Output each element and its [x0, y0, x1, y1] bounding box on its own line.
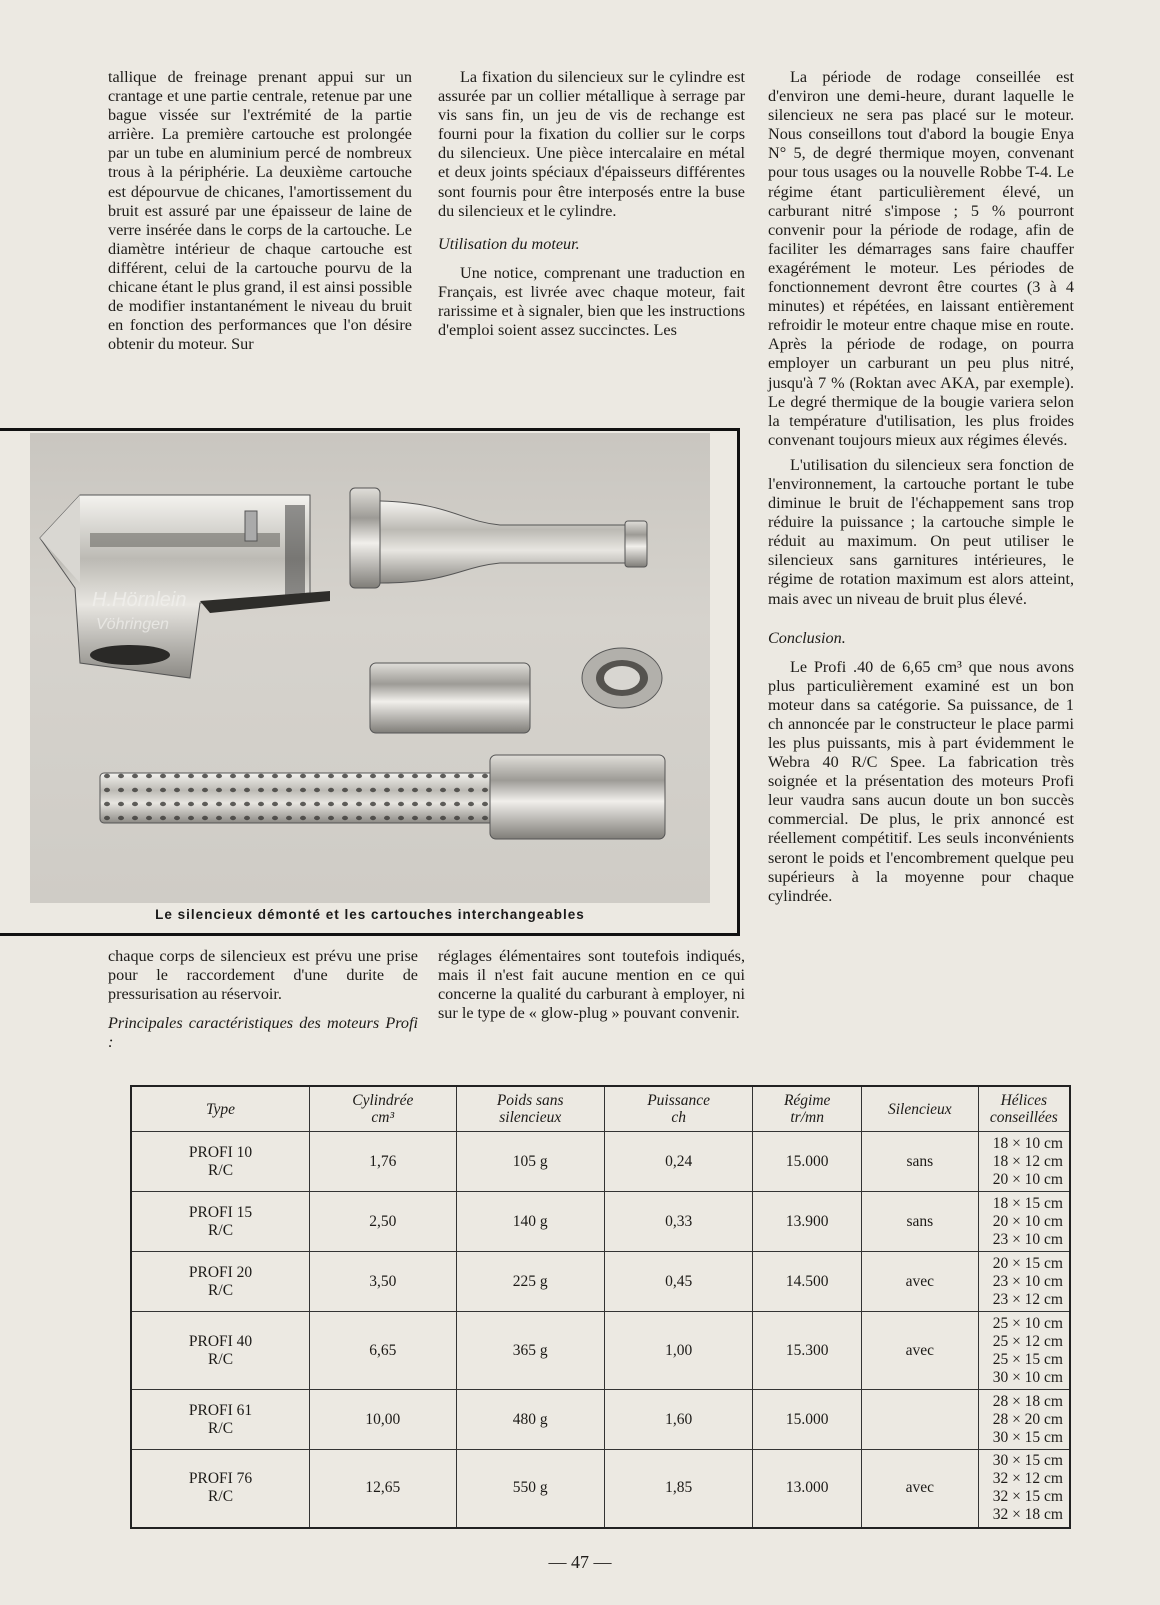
cell-helices: 30 × 15 cm 32 × 12 cm 32 × 15 cm 32 × 18 cm: [978, 1450, 1070, 1528]
header-puissance: Puissance ch: [604, 1086, 752, 1132]
cell-silencieux: avec: [861, 1312, 978, 1390]
silencer-photo: [30, 433, 710, 903]
cell-type: PROFI 10 R/C: [131, 1132, 310, 1192]
cell-type: PROFI 40 R/C: [131, 1312, 310, 1390]
col1-paragraph-1: tallique de freinage prenant appui sur un crantage et une partie centrale, retenue par une bague vissée sur l'extrémité de la partie arrière. La première cartouche est prolongée par un tube en aluminium percé de nombreux trous à la périphérie. La deuxième cartouche est dépourvue de chicanes, l'amortissement du bruit est assuré par une épaisseur de laine de verre insérée dans le corps de la cartouche. Le diamètre intérieur de chaque cartouche est différent, celui de la cartouche pourvu de la chicane étant le plus grand, il est ainsi possible de modifier instantanément le niveau du bruit en fonction des performances que l'on désire obtenir du moteur. Sur: [108, 68, 412, 354]
table-intro: Principales caractéristiques des moteurs Profi :: [108, 1014, 418, 1052]
cell-silencieux: avec: [861, 1252, 978, 1312]
col2-bottom-paragraph: réglages élémentaires sont toutefois indiqués, mais il n'est fait aucune mention en ce qui concerne la qualité du carburant à employer, ni sur le type de « glow-plug » pouvant convenir.: [438, 947, 745, 1023]
cell-puissance: 0,24: [604, 1132, 752, 1192]
cell-puissance: 1,60: [604, 1390, 752, 1450]
cell-type: PROFI 15 R/C: [131, 1192, 310, 1252]
cell-silencieux: [861, 1390, 978, 1450]
photo-frame: [0, 428, 740, 936]
header-silencieux: Silencieux: [861, 1086, 978, 1132]
header-cylindree: Cylindrée cm³: [310, 1086, 456, 1132]
cell-cylindree: 3,50: [310, 1252, 456, 1312]
section-heading-utilisation: Utilisation du moteur.: [438, 234, 580, 253]
cell-cylindree: 2,50: [310, 1192, 456, 1252]
header-poids: Poids sans silencieux: [456, 1086, 604, 1132]
cell-poids: 365 g: [456, 1312, 604, 1390]
col3-paragraph-3: Le Profi .40 de 6,65 cm³ que nous avons plus particulièrement examiné est un bon moteur dans sa catégorie. Sa puissance, de 1 ch annoncée par le constructeur le place parmi les plus puissants, mis à part évidemment le Webra 40 R/C Spee. La fabrication très soignée et la présentation des moteurs Profi leur vaudra sans aucun doute un bon succès commercial. De plus, le prix annoncé est réellement compétitif. Les seuls inconvénients seront le poids et l'encombrement quelque peu supérieurs à la moyenne pour chaque cylindrée.: [768, 657, 1074, 905]
photo-caption: Le silencieux démonté et les cartouches interchangeables: [155, 907, 585, 922]
cell-poids: 140 g: [456, 1192, 604, 1252]
cell-silencieux: sans: [861, 1192, 978, 1252]
cell-cylindree: 1,76: [310, 1132, 456, 1192]
small-cartridge: [370, 663, 530, 733]
col2-paragraph-1: La fixation du silencieux sur le cylindre est assurée par un collier métallique à serrage par vis sans fin, un jeu de vis de rechange est fourni pour la fixation du collier sur le corps du silencieux. Une pièce intercalaire en métal et deux joints spéciaux d'épaisseurs différentes sont fournis pour être interposés entre la buse du silencieux et le cylindre.: [438, 68, 745, 220]
cell-silencieux: avec: [861, 1450, 978, 1528]
col1-bottom-paragraph: chaque corps de silencieux est prévu une prise pour le raccordement d'une durite de pressurisation au réservoir.: [108, 947, 418, 1004]
cell-regime: 15.300: [753, 1312, 862, 1390]
page-number: — 47 —: [548, 1552, 612, 1572]
cell-regime: 14.500: [753, 1252, 862, 1312]
header-type: Type: [131, 1086, 310, 1132]
column-2-top: [438, 68, 745, 346]
cell-type: PROFI 61 R/C: [131, 1390, 310, 1450]
cell-cylindree: 6,65: [310, 1312, 456, 1390]
col3-paragraph-1: La période de rodage conseillée est d'environ une demi-heure, durant laquelle le silencieux ne sera pas placé sur le moteur. Nous conseillons tout d'abord la bougie Enya N° 5, de degré thermique moyen, convenant pour tous usages ou la nouvelle Robbe T-4. Le régime étant particulièrement élevé, un carburant nitré s'impose ; 5 % pourront convenir pour la période de rodage, afin de faciliter les démarrages sans faire chauffer exagérément le moteur. Les périodes de fonctionnement devront être courtes (3 à 4 minutes) et répétées, en laissant entièrement refroidir le moteur entre chaque mise en route. Après la période de rodage, on pourra employer un carburant un peu plus nitré, jusqu'à 7 % (Roktan avec AKA, par exemple). Le degré thermique de la bougie variera selon la température d'utilisation, les plus froides convenant toujours mieux aux régimes élevés.: [768, 68, 1074, 449]
silencer-illustration: [30, 433, 710, 903]
col3-paragraph-2: L'utilisation du silencieux sera fonction de l'environnement, la cartouche portant le tube diminue le bruit de l'échappement sans trop réduire la puissance ; la cartouche simple le réduit au maximum. On peut utiliser le silencieux sans garnitures intérieures, le régime de rotation maximum est alors atteint, mais avec un niveau de bruit plus élevé.: [768, 455, 1074, 608]
perforated-tube: [100, 755, 665, 839]
table-row: [131, 1450, 1070, 1528]
column-3: [768, 68, 1074, 912]
cell-puissance: 0,33: [604, 1192, 752, 1252]
cell-puissance: 1,85: [604, 1450, 752, 1528]
cell-type: PROFI 76 R/C: [131, 1450, 310, 1528]
header-helices: Hélices conseillées: [978, 1086, 1070, 1132]
cell-puissance: 1,00: [604, 1312, 752, 1390]
cell-poids: 225 g: [456, 1252, 604, 1312]
col2-paragraph-2: Une notice, comprenant une traduction en Français, est livrée avec chaque moteur, fait rarissime et à signaler, bien que les instructions d'emploi soient assez succinctes. Les: [438, 263, 745, 340]
column-1-top: [108, 68, 412, 360]
cell-regime: 15.000: [753, 1132, 862, 1192]
cell-cylindree: 12,65: [310, 1450, 456, 1528]
cell-helices: 25 × 10 cm 25 × 12 cm 25 × 15 cm 30 × 10 cm: [978, 1312, 1070, 1390]
cell-cylindree: 10,00: [310, 1390, 456, 1450]
engraving-line1: H.Hörnlein: [92, 589, 187, 611]
cell-helices: 18 × 15 cm 20 × 10 cm 23 × 10 cm: [978, 1192, 1070, 1252]
ring-nut: [582, 648, 662, 708]
cell-poids: 480 g: [456, 1390, 604, 1450]
tapered-nozzle: [350, 488, 647, 588]
column-2-bottom: [438, 947, 745, 1029]
column-1-bottom: [108, 947, 418, 1058]
cell-poids: 105 g: [456, 1132, 604, 1192]
specifications-table: [130, 1085, 1071, 1529]
cell-regime: 13.000: [753, 1450, 862, 1528]
header-regime: Régime tr/mn: [753, 1086, 862, 1132]
engraving-line2: Vöhringen: [96, 616, 169, 633]
cell-regime: 13.900: [753, 1192, 862, 1252]
table-row: [131, 1132, 1070, 1192]
table-row: [131, 1312, 1070, 1390]
cell-regime: 15.000: [753, 1390, 862, 1450]
table-header-row: [131, 1086, 1070, 1132]
cell-helices: 18 × 10 cm 18 × 12 cm 20 × 10 cm: [978, 1132, 1070, 1192]
cell-silencieux: sans: [861, 1132, 978, 1192]
cell-helices: 20 × 15 cm 23 × 10 cm 23 × 12 cm: [978, 1252, 1070, 1312]
table-row: [131, 1192, 1070, 1252]
section-heading-conclusion: Conclusion.: [768, 628, 846, 647]
table-row: [131, 1390, 1070, 1450]
cell-type: PROFI 20 R/C: [131, 1252, 310, 1312]
cell-poids: 550 g: [456, 1450, 604, 1528]
cell-helices: 28 × 18 cm 28 × 20 cm 30 × 15 cm: [978, 1390, 1070, 1450]
table-row: [131, 1252, 1070, 1312]
silencer-body: [40, 495, 330, 678]
cell-puissance: 0,45: [604, 1252, 752, 1312]
